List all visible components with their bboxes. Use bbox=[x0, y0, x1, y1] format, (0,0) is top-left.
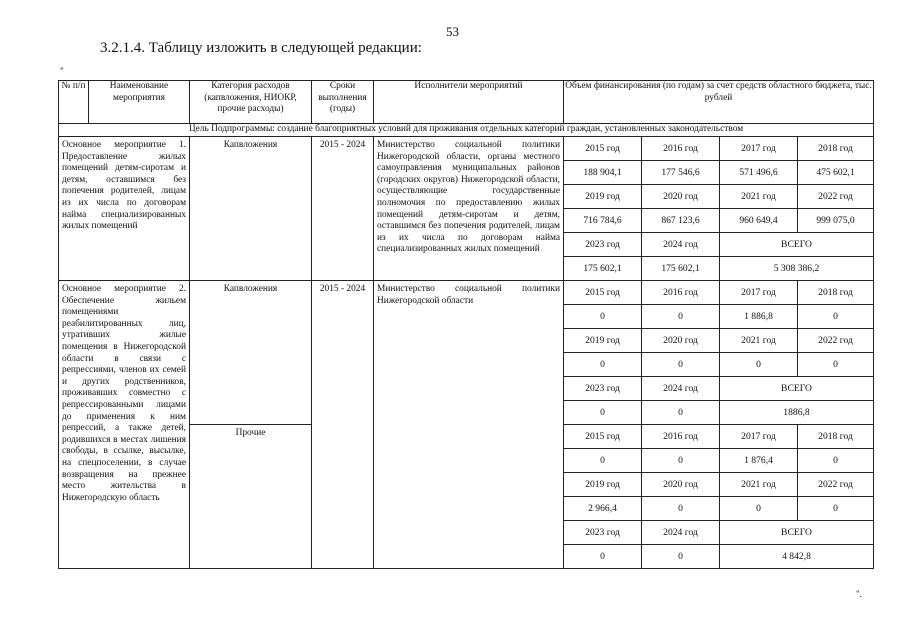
amount-cell: 0 bbox=[564, 353, 642, 377]
year-label-cell: 2017 год bbox=[720, 137, 798, 161]
amount-cell: 0 bbox=[720, 353, 798, 377]
year-label-cell: 2018 год bbox=[798, 425, 874, 449]
amount-cell: 177 546,6 bbox=[642, 161, 720, 185]
year-label-cell: ВСЕГО bbox=[720, 377, 874, 401]
year-label-cell: 2023 год bbox=[564, 521, 642, 545]
year-label-cell: ВСЕГО bbox=[720, 521, 874, 545]
year-label-cell: 2019 год bbox=[564, 185, 642, 209]
amount-cell: 2 966,4 bbox=[564, 497, 642, 521]
amount-cell: 0 bbox=[642, 449, 720, 473]
header-terms: Сроки выполнения (годы) bbox=[312, 81, 374, 124]
subprogram-goal: Цель Подпрограммы: создание благоприятных условий для проживания отдельных категорий граждан, установленных законодательством bbox=[59, 124, 874, 137]
amount-cell: 0 bbox=[798, 449, 874, 473]
year-label-cell: 2018 год bbox=[798, 137, 874, 161]
year-label-cell: 2021 год bbox=[720, 473, 798, 497]
year-label-cell: 2024 год bbox=[642, 233, 720, 257]
year-label-cell: 2020 год bbox=[642, 473, 720, 497]
year-label-cell: 2016 год bbox=[642, 281, 720, 305]
amount-cell: 0 bbox=[642, 353, 720, 377]
amount-cell: 1 876,4 bbox=[720, 449, 798, 473]
amount-cell: 0 bbox=[564, 449, 642, 473]
amount-cell: 0 bbox=[642, 401, 720, 425]
header-executors: Исполнители мероприятий bbox=[374, 81, 564, 124]
year-label-cell: 2017 год bbox=[720, 425, 798, 449]
amount-cell: 175 602,1 bbox=[642, 257, 720, 281]
year-label-cell: 2024 год bbox=[642, 377, 720, 401]
activity-1-terms: 2015 - 2024 bbox=[312, 137, 374, 281]
year-label-cell: 2022 год bbox=[798, 185, 874, 209]
amount-cell: 0 bbox=[564, 545, 642, 569]
amount-cell: 1 886,8 bbox=[720, 305, 798, 329]
activity-2-capital-category: Капвложения bbox=[190, 281, 312, 425]
year-label-cell: 2015 год bbox=[564, 137, 642, 161]
header-category: Категория расходов (капвложения, НИОКР, прочие расходы) bbox=[190, 81, 312, 124]
year-label-cell: 2019 год bbox=[564, 473, 642, 497]
amount-cell: 0 bbox=[798, 353, 874, 377]
year-label-cell: 2023 год bbox=[564, 233, 642, 257]
amount-cell: 0 bbox=[564, 401, 642, 425]
year-label-cell: 2022 год bbox=[798, 329, 874, 353]
goal-row bbox=[59, 124, 874, 137]
year-label-cell: 2020 год bbox=[642, 185, 720, 209]
amount-cell: 0 bbox=[798, 497, 874, 521]
amount-cell: 0 bbox=[564, 305, 642, 329]
activity-2-other-category: Прочие bbox=[190, 425, 312, 569]
amount-cell: 0 bbox=[720, 497, 798, 521]
amount-cell: 188 904,1 bbox=[564, 161, 642, 185]
amount-cell: 175 602,1 bbox=[564, 257, 642, 281]
year-label-cell: 2016 год bbox=[642, 137, 720, 161]
closing-quote-mark: ". bbox=[856, 589, 862, 599]
amount-cell: 867 123,6 bbox=[642, 209, 720, 233]
activity-2-name: Основное мероприятие 2. Обеспечение жильем помещениями реабилитированных лиц, утративших жилые помещения в Нижегородской области в связи с репрессиями, членов их семей и других родственников, проживавших совместно с репрессированными лицами до применения к ним репрессий, а также детей, родившихся в местах лишения свободы, в ссылке, высылке, на спецпоселении, в случае возвращения на прежнее место жительства в Нижегородскую область bbox=[59, 281, 190, 569]
header-funding: Объем финансирования (по годам) за счет средств областного бюджета, тыс. рублей bbox=[564, 81, 874, 124]
amount-cell: 571 496,6 bbox=[720, 161, 798, 185]
amount-cell: 1886,8 bbox=[720, 401, 874, 425]
amount-cell: 0 bbox=[642, 497, 720, 521]
amount-cell: 960 649,4 bbox=[720, 209, 798, 233]
amount-cell: 0 bbox=[642, 545, 720, 569]
year-label-cell: 2021 год bbox=[720, 185, 798, 209]
header-name: Наименование мероприятия bbox=[89, 81, 190, 124]
amount-cell: 716 784,6 bbox=[564, 209, 642, 233]
page-number: 53 bbox=[446, 24, 459, 39]
year-label-cell: 2019 год bbox=[564, 329, 642, 353]
activity-2-terms: 2015 - 2024 bbox=[312, 281, 374, 569]
year-label-cell: 2018 год bbox=[798, 281, 874, 305]
activity-1-executors: Министерство социальной политики Нижегородской области, органы местного самоуправления муниципальных районов (городских округов) Нижегородской области, осуществляющие государственные полномочия по предоставлению жилых помещений детям-сиротам и детям, оставшимся без попечения родителей, лицам из их числа по договорам найма специализированных жилых помещений bbox=[374, 137, 564, 281]
year-label-cell: 2021 год bbox=[720, 329, 798, 353]
funding-table bbox=[58, 80, 874, 569]
amount-cell: 475 602,1 bbox=[798, 161, 874, 185]
year-label-cell: 2015 год bbox=[564, 425, 642, 449]
amount-cell: 5 308 386,2 bbox=[720, 257, 874, 281]
table-header-row bbox=[59, 81, 874, 124]
year-label-cell: 2016 год bbox=[642, 425, 720, 449]
year-label-cell: 2015 год bbox=[564, 281, 642, 305]
year-label-cell: ВСЕГО bbox=[720, 233, 874, 257]
section-heading: 3.2.1.4. Таблицу изложить в следующей редакции: bbox=[100, 40, 422, 56]
year-label-cell: 2022 год bbox=[798, 473, 874, 497]
header-num: № п/п bbox=[59, 81, 89, 124]
amount-cell: 0 bbox=[642, 305, 720, 329]
table-row bbox=[59, 137, 874, 161]
table-row bbox=[59, 281, 874, 305]
activity-1-category: Капвложения bbox=[190, 137, 312, 281]
year-label-cell: 2024 год bbox=[642, 521, 720, 545]
activity-1-name: Основное мероприятие 1. Предоставление жилых помещений детям-сиротам и детям, оставшимся без попечения родителей, лицам из их числа по договорам найма специализированных жилых помещений bbox=[59, 137, 190, 281]
amount-cell: 4 842,8 bbox=[720, 545, 874, 569]
year-label-cell: 2020 год bbox=[642, 329, 720, 353]
year-label-cell: 2017 год bbox=[720, 281, 798, 305]
amount-cell: 0 bbox=[798, 305, 874, 329]
year-label-cell: 2023 год bbox=[564, 377, 642, 401]
amount-cell: 999 075,0 bbox=[798, 209, 874, 233]
activity-2-executors: Министерство социальной политики Нижегородской области bbox=[374, 281, 564, 569]
opening-quote-mark: " bbox=[60, 66, 64, 76]
